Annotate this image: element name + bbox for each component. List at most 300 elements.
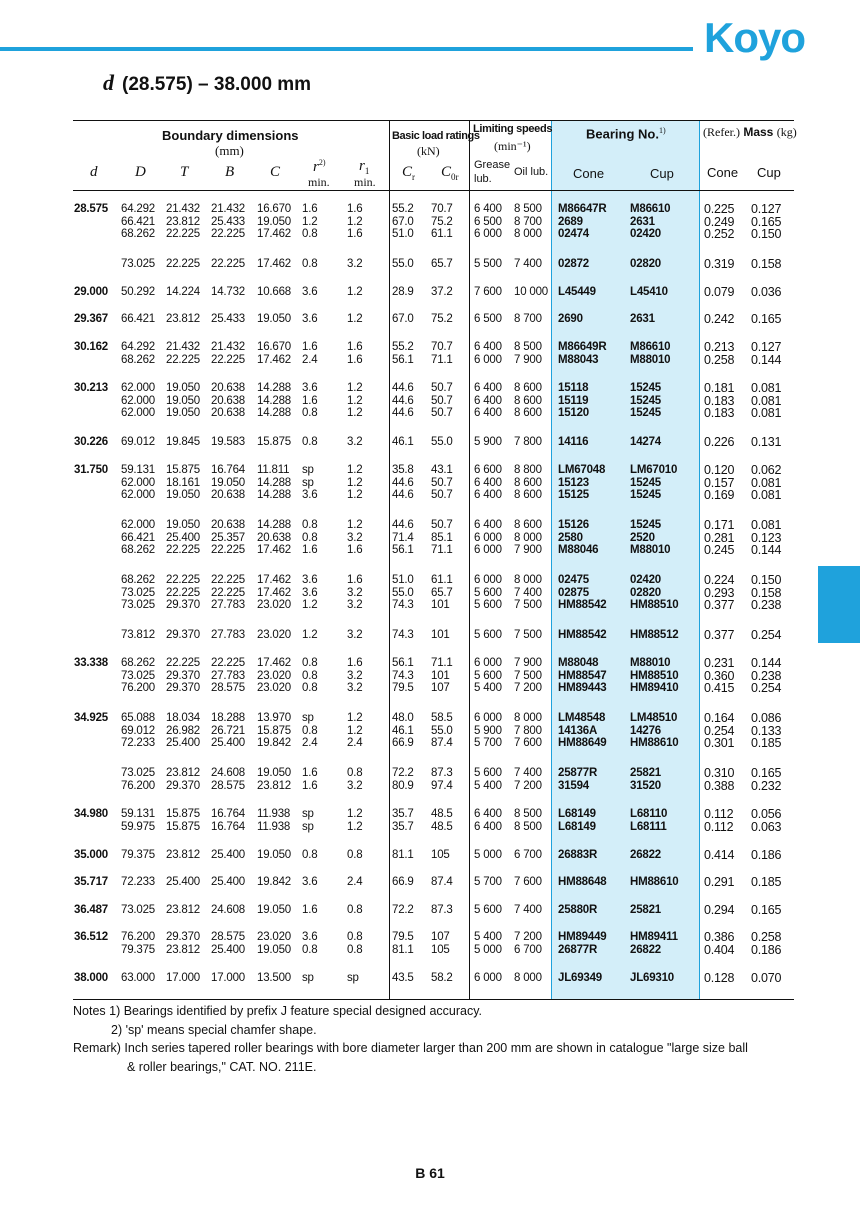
cell-cup-value: 2631 bbox=[630, 215, 655, 228]
cell-mass-cone bbox=[704, 849, 734, 862]
cell-cone-value: JL69349 bbox=[558, 972, 602, 984]
cell-mass-cup bbox=[751, 519, 781, 557]
cell-B-value: 22.225 bbox=[211, 544, 245, 557]
cell-T bbox=[166, 519, 200, 557]
cell-r1-value: 1.6 bbox=[347, 341, 363, 353]
cell-D-value: 69.012 bbox=[121, 436, 155, 448]
cell-C-value: 19.050 bbox=[257, 313, 291, 325]
cell-grease-value: 5 400 bbox=[474, 931, 502, 943]
cell-T-value: 14.224 bbox=[166, 286, 200, 298]
cell-cone bbox=[558, 808, 596, 833]
cell-c0r-value: 43.1 bbox=[431, 464, 453, 476]
cell-B-value: 16.764 bbox=[211, 820, 245, 833]
cell-cone-value: HM88547 bbox=[558, 669, 607, 682]
cell-C-value: 11.811 bbox=[257, 464, 290, 476]
bore-diameter: 35.000 bbox=[74, 849, 108, 861]
cell-mass-cup-value: 0.056 bbox=[751, 807, 782, 821]
cell-mass-cup-value: 0.123 bbox=[751, 530, 782, 545]
cell-cr-value: 44.6 bbox=[392, 489, 414, 502]
cell-C bbox=[257, 203, 291, 241]
cell-r1-value: 1.2 bbox=[347, 394, 363, 407]
cell-c0r-value: 65.7 bbox=[431, 586, 453, 599]
cell-grease bbox=[474, 382, 502, 420]
cell-mass-cup-value: 0.081 bbox=[751, 381, 782, 395]
cell-r-value: 0.8 bbox=[302, 849, 318, 861]
cell-D-value: 73.025 bbox=[121, 586, 155, 599]
cell-cone bbox=[558, 286, 596, 299]
cell-cup-value: M86610 bbox=[630, 341, 671, 353]
cell-D-value: 59.131 bbox=[121, 808, 155, 820]
col-mass-cup: Cup bbox=[757, 165, 781, 180]
cell-c0r-value: 58.5 bbox=[431, 712, 453, 724]
cell-grease bbox=[474, 313, 502, 326]
cell-r1-value: 0.8 bbox=[347, 931, 363, 943]
cell-D-value: 62.000 bbox=[121, 407, 155, 420]
cell-cone bbox=[558, 904, 597, 917]
cell-D-value: 62.000 bbox=[121, 394, 155, 407]
bore-diameter: 29.000 bbox=[74, 286, 108, 298]
table-header-rule bbox=[73, 190, 794, 191]
cell-grease-value: 5 600 bbox=[474, 904, 502, 916]
cell-c0r bbox=[431, 657, 453, 695]
cell-c0r-value: 37.2 bbox=[431, 286, 453, 298]
cell-cup bbox=[630, 808, 667, 833]
cell-cone-value: 15126 bbox=[558, 519, 589, 531]
cell-D bbox=[121, 574, 155, 612]
cell-r-value: 0.8 bbox=[302, 682, 318, 695]
cell-cup-value: HM88510 bbox=[630, 669, 679, 682]
cell-r bbox=[302, 258, 317, 271]
cell-cone bbox=[558, 382, 589, 420]
cell-B-value: 25.433 bbox=[211, 215, 245, 228]
cell-grease bbox=[474, 876, 502, 889]
cell-B-value: 22.225 bbox=[211, 258, 245, 270]
notes bbox=[73, 1002, 748, 1076]
cell-mass-cup-value: 0.127 bbox=[751, 340, 782, 354]
header-speed-unit: (min⁻¹) bbox=[494, 139, 531, 153]
cell-cone-value: M88048 bbox=[558, 657, 599, 669]
cell-c0r-value: 50.7 bbox=[431, 382, 453, 394]
col-cup: Cup bbox=[650, 166, 674, 181]
cell-oil-value: 7 500 bbox=[514, 629, 542, 641]
cell-B-value: 19.583 bbox=[211, 436, 245, 448]
cell-T-value: 23.812 bbox=[166, 313, 200, 325]
cell-mass-cone-value: 0.157 bbox=[704, 475, 735, 490]
cell-D-value: 76.200 bbox=[121, 931, 155, 943]
cell-c0r-value: 61.1 bbox=[431, 228, 453, 241]
bearing-number-shade bbox=[551, 121, 699, 999]
cell-grease-value: 6 400 bbox=[474, 808, 502, 820]
cell-c0r bbox=[431, 849, 450, 862]
cell-C-value: 14.288 bbox=[257, 394, 291, 407]
cell-mass-cup bbox=[751, 464, 781, 502]
cell-B bbox=[211, 436, 245, 449]
cell-cup bbox=[630, 258, 661, 271]
cell-r1 bbox=[347, 904, 362, 917]
cell-cup bbox=[630, 904, 661, 917]
cell-D bbox=[121, 286, 155, 299]
cell-T-value: 15.875 bbox=[166, 820, 200, 833]
cell-r1 bbox=[347, 258, 362, 271]
cell-cone-value: 02872 bbox=[558, 258, 589, 270]
cell-mass-cup bbox=[751, 574, 781, 612]
cell-cone bbox=[558, 657, 606, 695]
cell-grease-value: 6 400 bbox=[474, 203, 502, 215]
cell-r1-value: 1.2 bbox=[347, 382, 363, 394]
cell-mass-cone-value: 0.319 bbox=[704, 257, 735, 271]
cell-cone bbox=[558, 313, 583, 326]
cell-c0r-value: 50.7 bbox=[431, 489, 453, 502]
cell-T bbox=[166, 876, 200, 889]
cell-cone-value: HM88542 bbox=[558, 599, 607, 612]
cell-D bbox=[121, 972, 155, 985]
cell-mass-cone bbox=[704, 313, 734, 326]
cell-oil-value: 6 700 bbox=[514, 849, 542, 861]
cell-B-value: 18.288 bbox=[211, 712, 245, 724]
cell-mass-cone bbox=[704, 629, 734, 642]
cell-r bbox=[302, 808, 314, 833]
cell-mass-cone-value: 0.386 bbox=[704, 930, 735, 944]
cell-oil-value: 7 500 bbox=[514, 669, 542, 682]
cell-grease-value: 5 900 bbox=[474, 724, 502, 737]
cell-oil bbox=[514, 313, 542, 326]
page-number: B 61 bbox=[415, 1165, 445, 1181]
cell-B-value: 27.783 bbox=[211, 629, 245, 641]
cell-C bbox=[257, 849, 291, 862]
cell-cone-value: M86647R bbox=[558, 203, 607, 215]
cell-cr-value: 46.1 bbox=[392, 724, 414, 737]
cell-mass-cup-value: 0.254 bbox=[751, 628, 782, 642]
cell-T-value: 29.370 bbox=[166, 779, 200, 792]
cell-grease bbox=[474, 808, 502, 833]
cell-T-value: 22.225 bbox=[166, 657, 200, 669]
cell-T bbox=[166, 286, 200, 299]
title-symbol: d bbox=[103, 70, 114, 95]
cell-cr-value: 66.9 bbox=[392, 876, 414, 888]
cell-r bbox=[302, 849, 317, 862]
cell-oil-value: 8 600 bbox=[514, 407, 542, 420]
cell-mass-cone bbox=[704, 382, 734, 420]
cell-T-value: 25.400 bbox=[166, 737, 200, 750]
cell-cup-value: L68111 bbox=[630, 820, 667, 833]
cell-oil-value: 8 000 bbox=[514, 228, 542, 241]
cell-r1-value: 1.2 bbox=[347, 464, 363, 476]
header-mass-prefix: (Refer.) bbox=[703, 125, 740, 139]
cell-cup bbox=[630, 519, 670, 557]
cell-c0r-value: 87.4 bbox=[431, 876, 453, 888]
cell-oil-value: 8 000 bbox=[514, 712, 542, 724]
cell-D bbox=[121, 808, 155, 833]
cell-T bbox=[166, 972, 200, 985]
cell-C-value: 14.288 bbox=[257, 382, 291, 394]
cell-cr-value: 35.8 bbox=[392, 464, 414, 476]
cell-mass-cone-value: 0.294 bbox=[704, 903, 735, 917]
cell-c0r bbox=[431, 313, 453, 326]
cell-c0r bbox=[431, 464, 453, 502]
cell-cone-value: 02875 bbox=[558, 586, 589, 599]
cell-cr bbox=[392, 341, 414, 366]
cell-mass-cone-value: 0.242 bbox=[704, 312, 735, 326]
cell-oil-value: 8 000 bbox=[514, 574, 542, 586]
cell-D bbox=[121, 849, 155, 862]
cell-r bbox=[302, 629, 317, 642]
cell-B-value: 26.721 bbox=[211, 724, 245, 737]
cell-D-value: 73.025 bbox=[121, 258, 155, 270]
cell-mass-cone-value: 0.225 bbox=[704, 202, 735, 216]
cell-B-value: 25.400 bbox=[211, 943, 245, 956]
cell-grease-value: 5 900 bbox=[474, 436, 502, 448]
bore-diameter: 34.925 bbox=[74, 712, 108, 724]
cell-B bbox=[211, 313, 245, 326]
cell-mass-cone-value: 0.415 bbox=[704, 681, 735, 696]
header-mass bbox=[703, 125, 797, 140]
cell-cup bbox=[630, 286, 668, 299]
cell-r-value: 0.8 bbox=[302, 519, 318, 531]
cell-oil bbox=[514, 767, 542, 792]
cell-C-value: 19.842 bbox=[257, 737, 291, 750]
cell-C bbox=[257, 313, 291, 326]
cell-cone bbox=[558, 712, 606, 750]
cell-r1-value: 1.2 bbox=[347, 313, 363, 325]
cell-grease-value: 6 400 bbox=[474, 341, 502, 353]
cell-cone-value: 25880R bbox=[558, 904, 598, 916]
cell-D-value: 65.088 bbox=[121, 712, 155, 724]
cell-cone-value: HM88648 bbox=[558, 876, 607, 888]
cell-r-value: 1.6 bbox=[302, 341, 318, 353]
cell-r-value: 1.6 bbox=[302, 904, 318, 916]
cell-oil-value: 7 500 bbox=[514, 599, 542, 612]
cell-mass-cone-value: 0.293 bbox=[704, 585, 735, 600]
cell-cup-value: 15245 bbox=[630, 489, 661, 502]
cell-c0r-value: 75.2 bbox=[431, 215, 453, 228]
cell-T bbox=[166, 767, 200, 792]
cell-T-value: 15.875 bbox=[166, 808, 200, 820]
cell-c0r bbox=[431, 203, 453, 241]
cell-cr-value: 35.7 bbox=[392, 808, 414, 820]
cell-cr-value: 46.1 bbox=[392, 436, 414, 448]
cell-cup-value: 25821 bbox=[630, 904, 661, 916]
col-cone: Cone bbox=[573, 166, 605, 181]
cell-r-value: 1.6 bbox=[302, 544, 318, 557]
cell-oil bbox=[514, 574, 542, 612]
cell-cr bbox=[392, 808, 414, 833]
cell-c0r-value: 50.7 bbox=[431, 476, 453, 489]
cell-cr-value: 67.0 bbox=[392, 215, 414, 228]
cell-C-value: 20.638 bbox=[257, 531, 291, 544]
cell-T bbox=[166, 382, 200, 420]
cell-mass-cup bbox=[751, 629, 781, 642]
cell-grease-value: 5 700 bbox=[474, 876, 502, 888]
cell-r1-value: 2.4 bbox=[347, 737, 363, 750]
cell-T bbox=[166, 931, 200, 956]
cell-r1 bbox=[347, 464, 362, 502]
cell-C-value: 11.938 bbox=[257, 808, 291, 820]
cell-cup-value: L68110 bbox=[630, 808, 668, 820]
cell-T-value: 29.370 bbox=[166, 669, 200, 682]
cell-mass-cup-value: 0.086 bbox=[751, 711, 782, 725]
cell-cup-value: 15245 bbox=[630, 476, 661, 489]
cell-T-value: 19.845 bbox=[166, 436, 200, 448]
cell-cone-value: M88043 bbox=[558, 353, 599, 366]
cell-cr-value: 44.6 bbox=[392, 519, 414, 531]
cell-mass-cup-value: 0.081 bbox=[751, 393, 782, 408]
cell-cup-value: LM48510 bbox=[630, 712, 678, 724]
cell-c0r-value: 97.4 bbox=[431, 779, 453, 792]
header-bearing bbox=[586, 126, 666, 141]
cell-mass-cone bbox=[704, 258, 734, 271]
cell-mass-cone bbox=[704, 712, 734, 750]
cell-mass-cone bbox=[704, 808, 733, 833]
cell-cone bbox=[558, 629, 606, 642]
col-r1: $r_1$ bbox=[359, 158, 370, 176]
cell-D-value: 72.233 bbox=[121, 876, 155, 888]
header-boundary-unit: (mm) bbox=[215, 143, 244, 158]
cell-c0r-value: 101 bbox=[431, 599, 450, 612]
cell-C-value: 15.875 bbox=[257, 436, 291, 448]
cell-mass-cup bbox=[751, 382, 781, 420]
cell-cr-value: 51.0 bbox=[392, 228, 414, 241]
cell-mass-cone bbox=[704, 203, 734, 241]
cell-r1-value: sp bbox=[347, 972, 359, 984]
cell-r1-value: 2.4 bbox=[347, 876, 363, 888]
cell-T bbox=[166, 657, 200, 695]
cell-C bbox=[257, 519, 291, 557]
cell-c0r-value: 87.3 bbox=[431, 767, 453, 779]
cell-oil-value: 7 200 bbox=[514, 779, 542, 792]
cell-cr bbox=[392, 436, 414, 449]
cell-T bbox=[166, 629, 200, 642]
cell-B bbox=[211, 464, 245, 502]
cell-B-value: 22.225 bbox=[211, 586, 245, 599]
cell-B bbox=[211, 767, 245, 792]
cell-C-value: 23.020 bbox=[257, 682, 291, 695]
shade-right-border bbox=[699, 121, 700, 999]
cell-oil-value: 8 500 bbox=[514, 341, 542, 353]
cell-grease bbox=[474, 436, 502, 449]
cell-T-value: 18.034 bbox=[166, 712, 200, 724]
cell-mass-cup-value: 0.238 bbox=[751, 598, 782, 613]
cell-mass-cone-value: 0.112 bbox=[704, 807, 734, 821]
cell-T-value: 25.400 bbox=[166, 876, 200, 888]
cell-cup-value: LM67010 bbox=[630, 464, 678, 476]
cell-r-value: 0.8 bbox=[302, 228, 318, 241]
cell-cr bbox=[392, 286, 414, 299]
cell-oil-value: 7 600 bbox=[514, 737, 542, 750]
cell-mass-cone-value: 0.377 bbox=[704, 598, 735, 613]
cell-grease-value: 5 000 bbox=[474, 849, 502, 861]
cell-C-value: 10.668 bbox=[257, 286, 291, 298]
cell-C-value: 19.050 bbox=[257, 767, 291, 779]
cell-mass-cup-value: 0.165 bbox=[751, 214, 782, 229]
cell-cup-value: 14276 bbox=[630, 724, 661, 737]
cell-r1-value: 1.2 bbox=[347, 724, 363, 737]
cell-r1-value: 1.6 bbox=[347, 353, 363, 366]
cell-cr-value: 79.5 bbox=[392, 931, 414, 943]
cell-mass-cone-value: 0.181 bbox=[704, 381, 735, 395]
cell-D-value: 68.262 bbox=[121, 544, 155, 557]
cell-grease-value: 5 600 bbox=[474, 767, 502, 779]
cell-B-value: 16.764 bbox=[211, 464, 245, 476]
title-range: (28.575) – 38.000 mm bbox=[122, 74, 312, 95]
cell-cone-value: L45449 bbox=[558, 286, 596, 298]
cell-C-value: 14.288 bbox=[257, 519, 291, 531]
cell-C-value: 17.462 bbox=[257, 228, 291, 241]
cell-r1-value: 1.6 bbox=[347, 574, 363, 586]
cell-cup bbox=[630, 203, 670, 241]
cell-mass-cup-value: 0.062 bbox=[751, 463, 782, 477]
cell-c0r-value: 71.1 bbox=[431, 657, 453, 669]
cell-cone-value: 02475 bbox=[558, 574, 589, 586]
cell-cr-value: 72.2 bbox=[392, 904, 414, 916]
cell-oil bbox=[514, 258, 542, 271]
cell-cup-value: 15245 bbox=[630, 407, 661, 420]
cell-r1 bbox=[347, 286, 362, 299]
cell-T-value: 23.812 bbox=[166, 943, 200, 956]
cell-T-value: 19.050 bbox=[166, 489, 200, 502]
bore-diameter: 30.226 bbox=[74, 436, 108, 448]
cell-cr-value: 81.1 bbox=[392, 943, 414, 956]
cell-cr bbox=[392, 313, 414, 326]
cell-oil-value: 7 900 bbox=[514, 544, 542, 557]
cell-C bbox=[257, 574, 291, 612]
cell-c0r-value: 71.1 bbox=[431, 353, 453, 366]
cell-B bbox=[211, 341, 245, 366]
cell-C bbox=[257, 767, 291, 792]
cell-r bbox=[302, 712, 317, 750]
cell-B-value: 20.638 bbox=[211, 519, 245, 531]
cell-cr-value: 67.0 bbox=[392, 313, 414, 325]
cell-mass-cone-value: 0.258 bbox=[704, 352, 735, 367]
cell-oil-value: 7 400 bbox=[514, 258, 542, 270]
cell-mass-cone-value: 0.291 bbox=[704, 875, 735, 889]
cell-B-value: 28.575 bbox=[211, 779, 245, 792]
cell-T-value: 23.812 bbox=[166, 849, 200, 861]
cell-cone-value: 14116 bbox=[558, 436, 589, 448]
cell-cone-value: HM89449 bbox=[558, 931, 607, 943]
top-accent-bar bbox=[0, 47, 693, 51]
cell-C-value: 15.875 bbox=[257, 724, 291, 737]
brand-logo: Koyo bbox=[704, 14, 805, 61]
cell-cr-value: 44.6 bbox=[392, 382, 414, 394]
cell-r-value: 0.8 bbox=[302, 657, 318, 669]
cell-mass-cup-value: 0.186 bbox=[751, 942, 782, 957]
cell-cup-value: 2520 bbox=[630, 531, 655, 544]
cell-D bbox=[121, 436, 155, 449]
cell-r1-value: 1.2 bbox=[347, 407, 363, 420]
cell-c0r-value: 61.1 bbox=[431, 574, 453, 586]
cell-B-value: 20.638 bbox=[211, 489, 245, 502]
cell-cup bbox=[630, 629, 678, 642]
cell-T-value: 23.812 bbox=[166, 215, 200, 228]
cell-T bbox=[166, 313, 200, 326]
cell-mass-cup bbox=[751, 657, 781, 695]
cell-cone-value: LM48548 bbox=[558, 712, 606, 724]
cell-B bbox=[211, 849, 245, 862]
col-mass-cone: Cone bbox=[707, 165, 739, 180]
cell-oil bbox=[514, 931, 542, 956]
header-load-unit: (kN) bbox=[417, 144, 440, 158]
cell-cr bbox=[392, 904, 414, 917]
cell-grease bbox=[474, 574, 502, 612]
cell-r bbox=[302, 341, 317, 366]
cell-cone bbox=[558, 436, 588, 449]
cell-cone bbox=[558, 464, 605, 502]
cell-c0r-value: 55.0 bbox=[431, 436, 453, 448]
cell-cup bbox=[630, 767, 661, 792]
cell-c0r bbox=[431, 258, 453, 271]
col-r1-min: min. bbox=[354, 175, 376, 189]
cell-c0r-value: 58.2 bbox=[431, 972, 453, 984]
